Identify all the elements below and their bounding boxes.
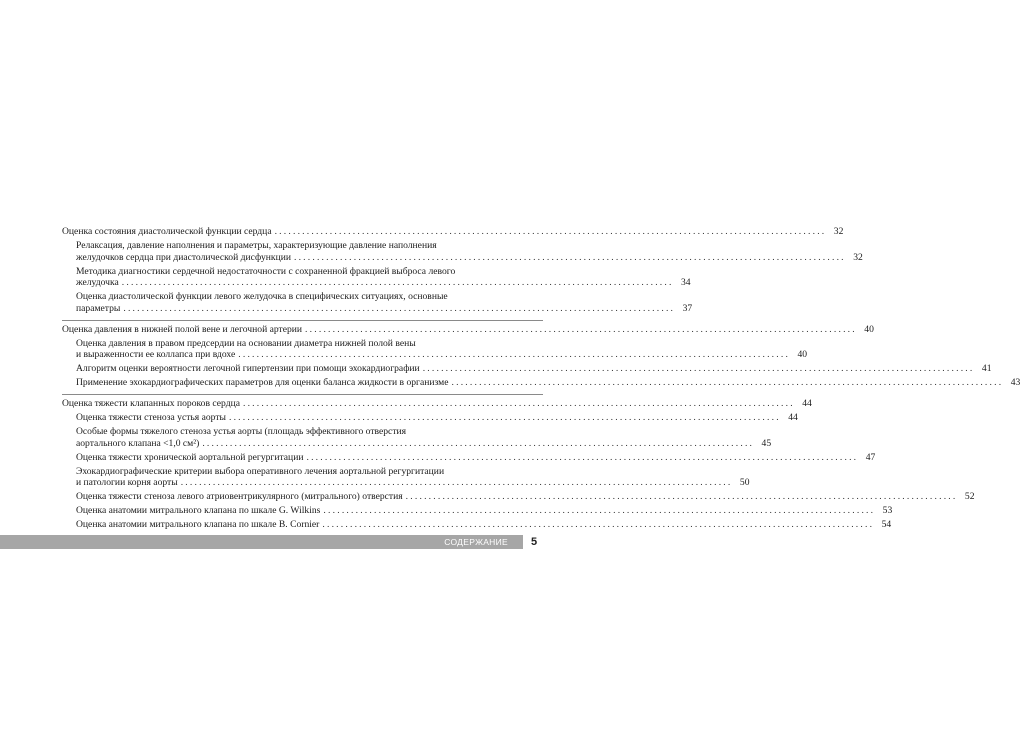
toc-entry-line: Оценка давления в правом предсердии на основании диаметра нижней полой вены [76, 337, 416, 349]
toc-leader-dots: ........................................................................................................................ [422, 363, 975, 374]
toc-page-number: 45 [761, 437, 772, 449]
toc-page-number: 47 [865, 451, 876, 463]
toc-entry-title [76, 466, 733, 489]
toc-entry-line: Методика диагностики сердечной недостаточности с сохраненной фракцией выброса левого [76, 265, 456, 277]
toc-entry-line: желудочков сердца при диастолической дисфункции [76, 251, 291, 263]
toc-entry-line: Оценка анатомии митрального клапана по шкале B. Cornier [76, 519, 320, 530]
toc-page-number: 34 [681, 277, 691, 288]
toc-entry-title [76, 363, 975, 375]
toc-entry-title [62, 226, 826, 238]
page-footer [0, 535, 600, 549]
toc-leader-dots: ........................................................................................................................ [121, 277, 674, 288]
toc-page-number: 43 [1010, 377, 1020, 388]
toc-entry-title [62, 398, 795, 410]
toc-section [62, 398, 975, 536]
toc-entry-title [76, 338, 790, 361]
toc-leader-dots: ........................................................................................................................ [322, 519, 875, 530]
footer-section-label: СОДЕРЖАНИЕ [444, 537, 508, 547]
toc-page-number: 32 [833, 226, 844, 237]
toc-entry-line: Оценка тяжести хронической аортальной регургитации [76, 451, 304, 463]
toc-entry-line: Оценка тяжести стеноза устья аорты [76, 412, 226, 423]
toc-subentry[interactable] [62, 519, 892, 531]
toc-leader-dots: ........................................................................................................................ [305, 323, 857, 335]
page-number: 5 [531, 536, 538, 548]
toc-chapter-entry[interactable] [62, 226, 844, 238]
toc-section [62, 226, 863, 321]
toc-entry-title [76, 377, 1003, 389]
toc-leader-dots: ........................................................................................................................ [228, 412, 781, 423]
toc-entry-line: Оценка давления в нижней полой вене и легочной артерии [62, 323, 303, 335]
toc-subentry[interactable] [62, 363, 992, 375]
toc-entry-line: параметры [76, 302, 121, 314]
toc-leader-dots: ........................................................................................................................ [405, 491, 958, 502]
toc-entry-title [76, 452, 858, 464]
toc-leader-dots: ........................................................................................................................ [123, 302, 676, 314]
toc-page-number: 52 [964, 491, 975, 502]
toc-entry-title [76, 291, 675, 314]
toc-subentry[interactable] [62, 426, 772, 449]
toc-leader-dots: ........................................................................................................................ [306, 451, 859, 463]
toc-leader-dots: ........................................................................................................................ [202, 437, 755, 449]
toc-entry-line: желудочка [76, 277, 119, 288]
toc-entry-title [76, 240, 846, 263]
toc-page-number: 54 [881, 519, 892, 530]
toc-entry-line: Применение эхокардиографических параметров для оценки баланса жидкости в организме [76, 377, 449, 388]
toc-entry-line: Оценка тяжести стеноза левого атриовентрикулярного (митрального) отверстия [76, 491, 403, 502]
toc-page-number: 40 [864, 323, 874, 335]
toc-page-number: 53 [882, 505, 893, 516]
toc-page-number: 44 [788, 412, 798, 423]
toc-page-number: 50 [739, 477, 750, 488]
toc-subentry[interactable] [62, 337, 808, 361]
toc-page-number: 37 [682, 302, 693, 314]
toc-entry-line: Алгоритм оценки вероятности легочной гипертензии при помощи эхокардиографии [76, 363, 420, 374]
toc-section [62, 323, 1020, 396]
toc-leader-dots: ........................................................................................................................ [323, 505, 876, 516]
toc-page-number: 32 [853, 251, 863, 263]
toc-subentry[interactable] [62, 265, 691, 289]
toc-entry-line: и выраженности ее коллапса при вдохе [76, 349, 236, 360]
toc-entry-line: Оценка тяжести клапанных пороков сердца [62, 398, 240, 409]
toc-entry-title [76, 412, 781, 424]
toc-entry-title [76, 519, 874, 531]
toc-entry-line: Релаксация, давление наполнения и параметры, характеризующие давление наполнения [76, 240, 437, 251]
toc-entry-line: Оценка состояния диастолической функции сердца [62, 226, 272, 237]
toc-page-number: 40 [797, 349, 808, 360]
toc-subentry[interactable] [62, 505, 893, 517]
toc-entry-title [76, 266, 674, 289]
toc-leader-dots: ........................................................................................................................ [451, 377, 1004, 388]
toc-page-number: 44 [802, 398, 812, 409]
toc-entry-title [76, 426, 754, 449]
toc-subentry[interactable] [62, 377, 1020, 389]
toc-entry-line: Эхокардиографические критерии выбора оперативного лечения аортальной регургитации [76, 465, 445, 477]
toc-leader-dots: ........................................................................................................................ [274, 226, 827, 237]
toc-leader-dots: ........................................................................................................................ [180, 477, 733, 488]
toc-subentry[interactable] [62, 451, 876, 464]
toc-leader-dots: ........................................................................................................................ [293, 251, 846, 263]
toc-entry-title [62, 324, 857, 336]
toc-subentry[interactable] [62, 240, 863, 263]
toc-entry-title [76, 491, 957, 503]
toc-chapter-entry[interactable] [62, 398, 812, 410]
toc-subentry[interactable] [62, 291, 693, 314]
toc-entry-line: и патологии корня аорты [76, 477, 178, 488]
toc-leader-dots: ........................................................................................................................ [238, 349, 791, 360]
toc-entry-line: Оценка анатомии митрального клапана по шкале G. Wilkins [76, 505, 321, 516]
toc-subentry[interactable] [62, 491, 975, 503]
toc-subentry[interactable] [62, 412, 798, 424]
toc-entry-line: Особые формы тяжелого стеноза устья аорты (площадь эффективного отверстия [76, 426, 407, 437]
toc-entry-title [76, 505, 875, 517]
toc-entry-line: Оценка диастолической функции левого желудочка в специфических ситуациях, основные [76, 291, 448, 302]
table-of-contents [62, 226, 1020, 539]
toc-leader-dots: ........................................................................................................................ [242, 398, 795, 409]
toc-subentry[interactable] [62, 465, 750, 489]
toc-page-number: 41 [981, 363, 992, 374]
toc-entry-line: аортального клапана <1,0 см²) [76, 437, 200, 449]
toc-chapter-entry[interactable] [62, 323, 874, 336]
